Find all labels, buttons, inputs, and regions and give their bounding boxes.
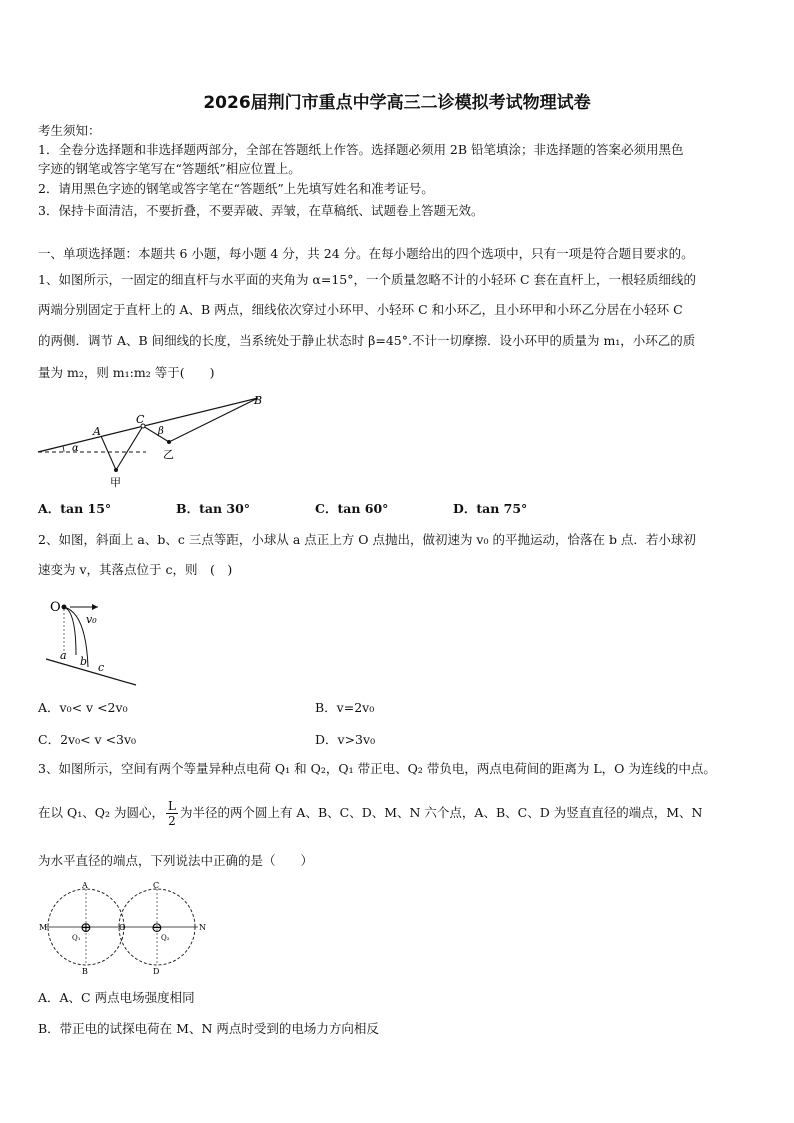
- label-d-point: D: [153, 967, 160, 975]
- label-c-ring: C: [136, 413, 145, 426]
- q1-option-a[interactable]: A．tan 15°: [38, 501, 112, 516]
- question-3-text: 3、如图所示，空间有两个等量异种点电荷 Q₁ 和 Q₂，Q₁ 带正电、Q₂ 带负电，两点电荷间的距离为 L，O 为连线的中点。: [38, 761, 716, 776]
- q1-option-b[interactable]: B．tan 30°: [176, 501, 251, 516]
- fraction-denominator: 2: [168, 814, 176, 828]
- notice-item: 3．保持卡面清洁，不要折叠，不要弄破、弄皱，在草稿纸、试题卷上答题无效。: [38, 203, 484, 218]
- label-q1: Q₁: [72, 934, 81, 942]
- question-2-text: 2、如图，斜面上 a、b、c 三点等距，小球从 a 点正上方 O 点抛出，做初速为 v₀ 的平抛运动，恰落在 b 点．若小球初: [38, 532, 696, 547]
- label-c-point: c: [98, 661, 105, 674]
- q2-option-b[interactable]: B．v=2v₀: [315, 700, 375, 715]
- q2-option-c[interactable]: C．2v₀< v <3v₀: [38, 732, 137, 747]
- q3-option-a[interactable]: A．A、C 两点电场强度相同: [38, 990, 195, 1005]
- question-1-text: 两端分别固定于直杆上的 A、B 两点，细线依次穿过小环甲、小轻环 C 和小环乙，且小环甲和小环乙分居在小轻环 C: [38, 302, 683, 317]
- q2-option-a[interactable]: A．v₀< v <2v₀: [38, 700, 128, 715]
- label-a-point: A: [93, 425, 101, 438]
- question-1-text: 的两侧．调节 A、B 间细线的长度，当系统处于静止状态时 β=45°.不计一切摩擦．设小环甲的质量为 m₁，小环乙的质: [38, 333, 696, 348]
- question-3-figure: [36, 880, 211, 975]
- q2-option-d[interactable]: D．v>3v₀: [315, 732, 376, 747]
- fraction-numerator: L: [167, 799, 176, 813]
- label-b-point: b: [80, 655, 88, 668]
- notice-item: 1．全卷分选择题和非选择题两部分，全部在答题纸上作答。选择题必须用 2B 铅笔填涂；非选择题的答案必须用黑色: [38, 142, 684, 157]
- label-yi: 乙: [163, 448, 174, 461]
- label-jia: 甲: [110, 476, 121, 489]
- label-b-point: B: [254, 394, 263, 407]
- label-n-point: N: [199, 923, 206, 932]
- question-3-text-pre: 在以 Q₁、Q₂ 为圆心，: [38, 805, 164, 820]
- notice-item: 2．请用黑色字迹的钢笔或答字笔在“答题纸”上先填写姓名和准考证号。: [38, 181, 434, 196]
- question-2-text: 速变为 v，其落点位于 c，则 ( ): [38, 562, 233, 577]
- positive-charge-icon: ⊕: [80, 920, 92, 936]
- label-v0: v₀: [86, 613, 97, 626]
- label-o-point: O: [50, 600, 61, 615]
- question-2-figure: [40, 595, 150, 690]
- label-o-point: O: [119, 923, 126, 932]
- section-heading: 一、单项选择题：本题共 6 小题，每小题 4 分，共 24 分。在每小题给出的四个选项中，只有一项是符合题目要求的。: [38, 246, 694, 261]
- label-b-point: B: [82, 967, 88, 975]
- q1-option-d[interactable]: D．tan 75°: [453, 501, 528, 516]
- notice-heading: 考生须知：: [38, 123, 101, 138]
- label-a-point: a: [60, 649, 67, 662]
- label-alpha: α: [72, 443, 79, 454]
- notice-item: 字迹的钢笔或答字笔写在“答题纸”相应位置上。: [38, 161, 301, 176]
- question-3-text: [38, 797, 758, 829]
- question-1-text: 量为 m₂，则 m₁:m₂ 等于( ): [38, 365, 215, 380]
- q3-option-b[interactable]: B．带正电的试探电荷在 M、N 两点时受到的电场力方向相反: [38, 1021, 379, 1036]
- question-3-text-post: 为半径的两个圆上有 A、B、C、D、M、N 六个点，A、B、C、D 为竖直直径的端点，M、N: [179, 805, 703, 820]
- label-m-point: M: [39, 923, 48, 932]
- q1-option-c[interactable]: C．tan 60°: [315, 501, 389, 516]
- negative-charge-icon: ⊖: [151, 920, 163, 936]
- fraction-l-over-2: [166, 799, 178, 828]
- label-c-point: C: [153, 881, 160, 890]
- label-beta: β: [158, 426, 164, 437]
- label-a-point: A: [82, 881, 88, 890]
- question-1-figure: [36, 390, 276, 490]
- question-3-text: 为水平直径的端点，下列说法中正确的是（ ）: [38, 853, 314, 868]
- page-title: 2026届荆门市重点中学高三二诊模拟考试物理试卷: [203, 93, 591, 113]
- question-1-text: 1、如图所示，一固定的细直杆与水平面的夹角为 α=15°，一个质量忽略不计的小轻环 C 套在直杆上，一根轻质细线的: [38, 272, 697, 287]
- label-q2: Q₂: [161, 934, 170, 942]
